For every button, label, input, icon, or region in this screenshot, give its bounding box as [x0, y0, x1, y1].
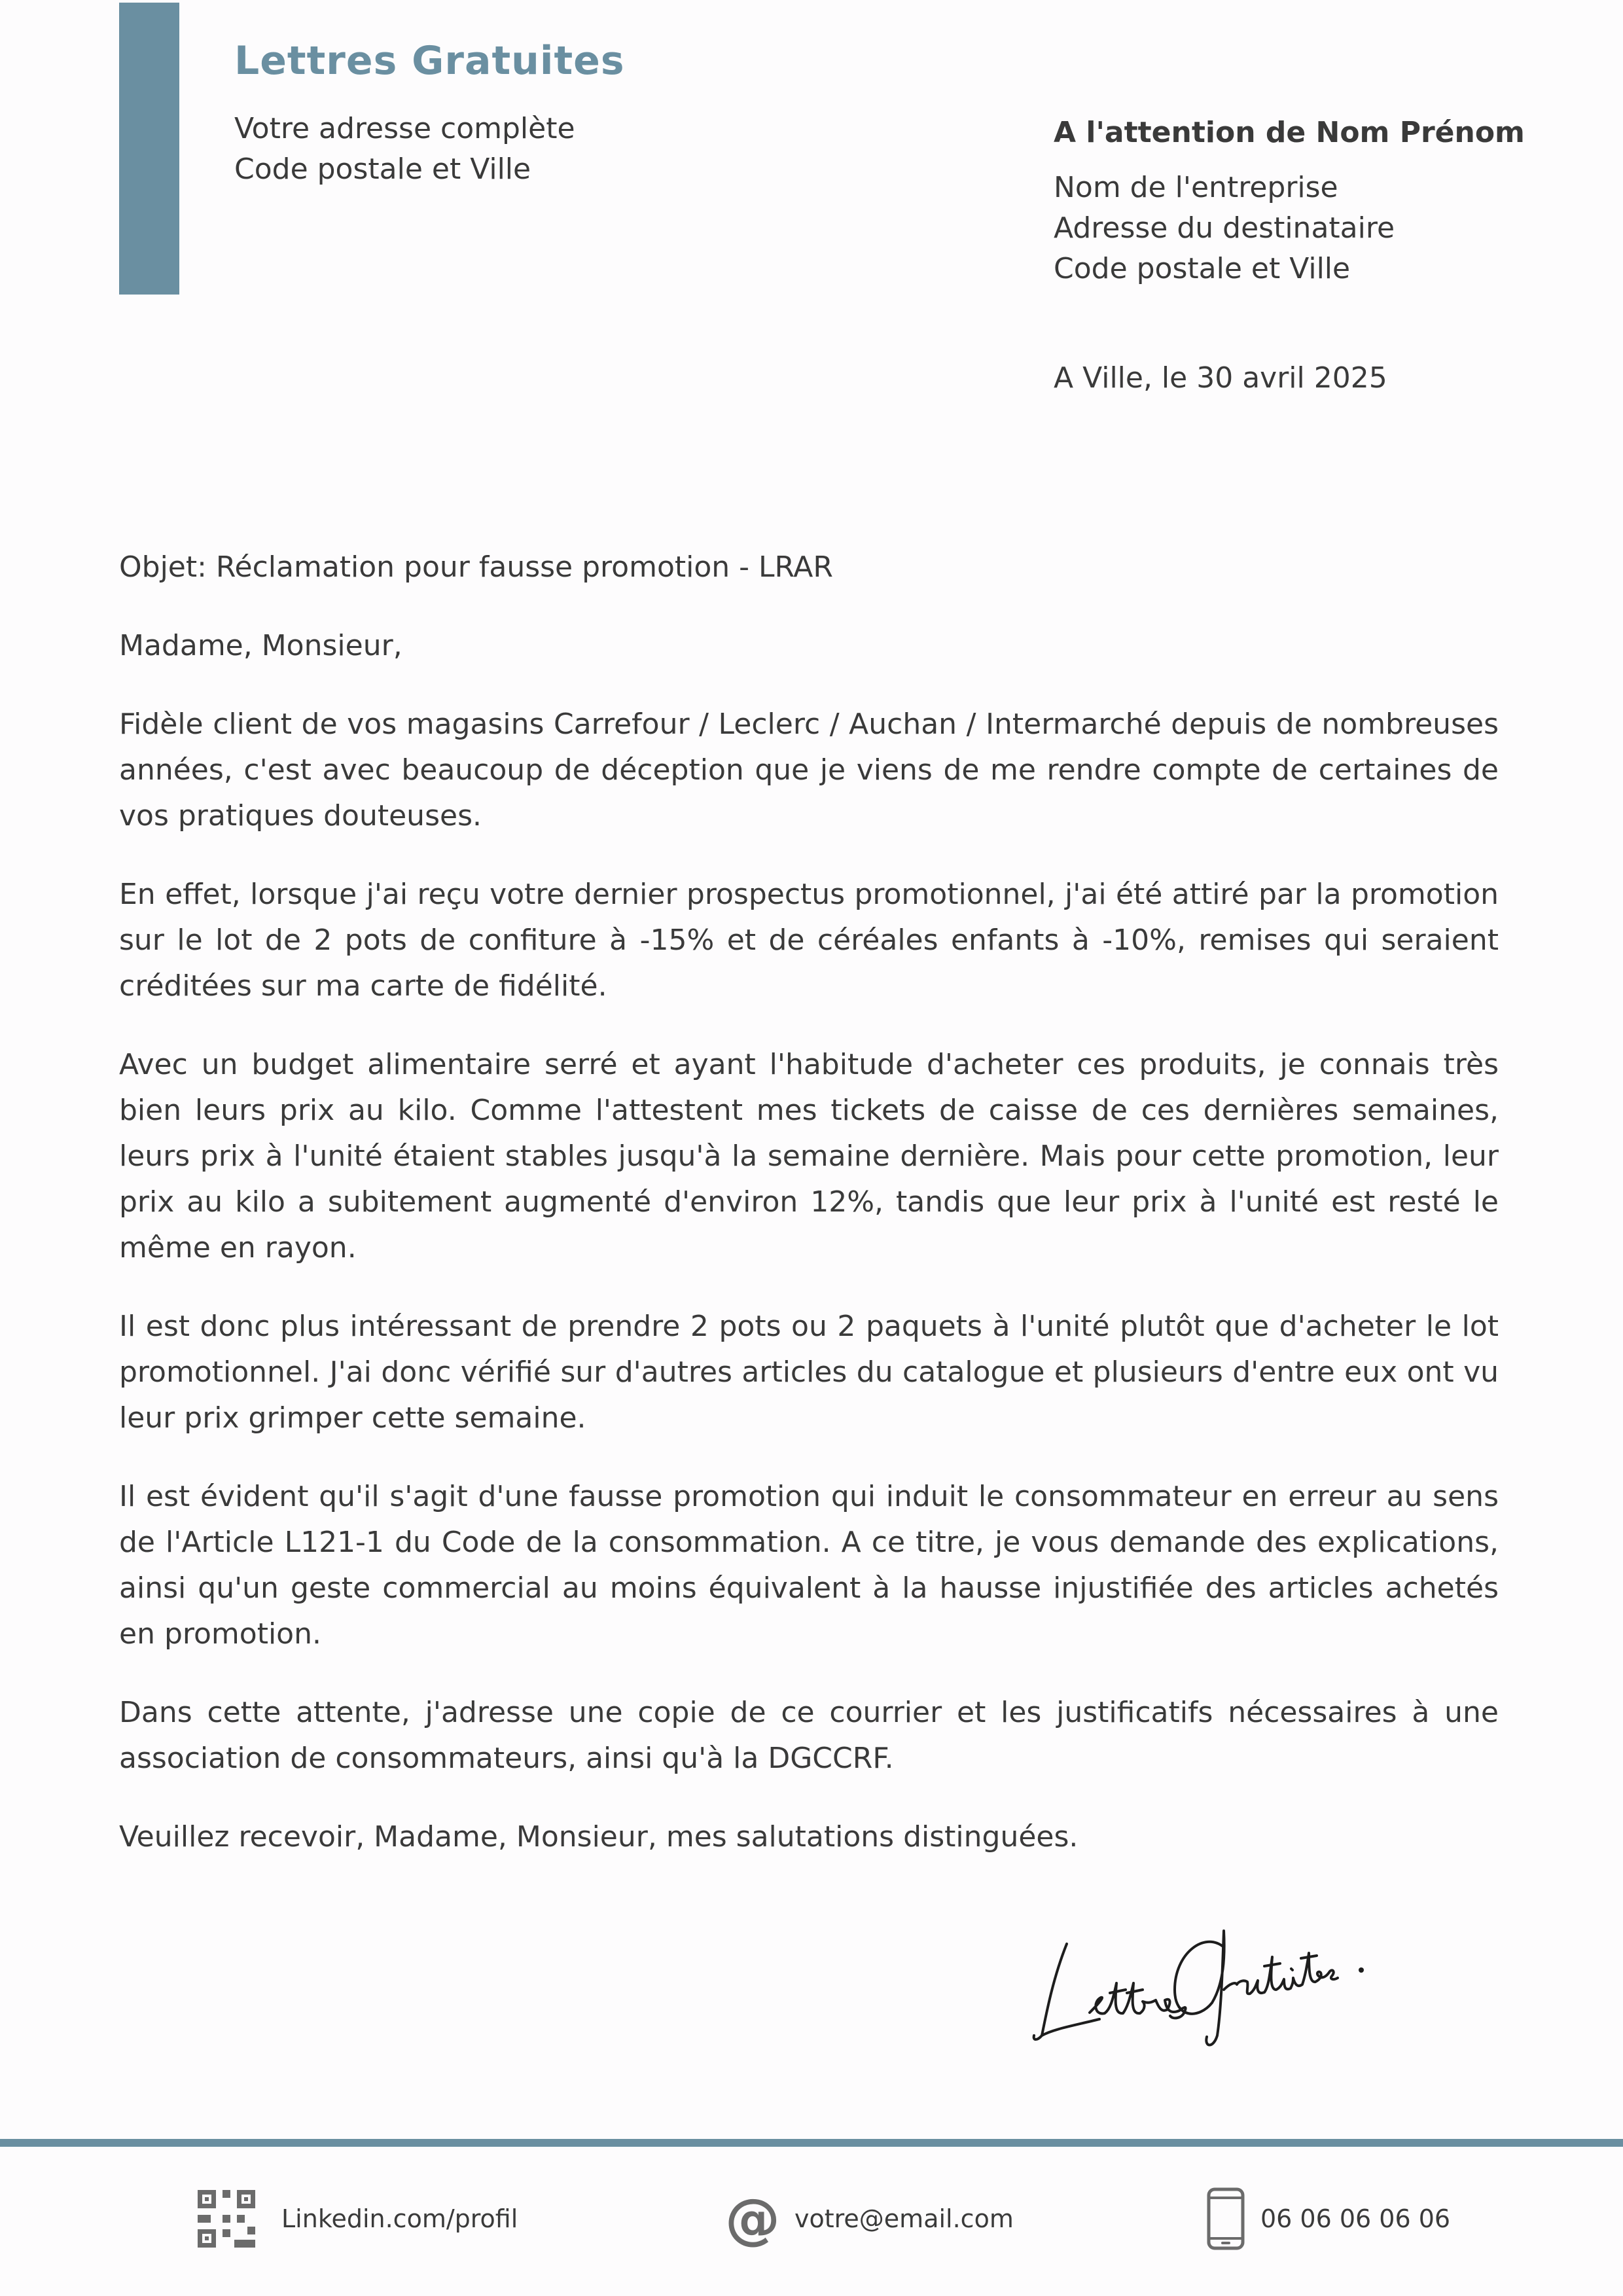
letter-paragraph: Il est évident qu'il s'agit d'une fausse promotion qui induit le consommateur en erreur au sens de l'Article L121-1 du Code de la consommation. A ce titre, je vous demande des explications, ainsi qu'un geste commercial au moins équivalent à la hausse injustifiée des articles achetés en promotion.	[119, 1480, 1499, 1651]
letter-paragraph: En effet, lorsque j'ai reçu votre dernier prospectus promotionnel, j'ai été attiré par la promotion sur le lot de 2 pots de confiture à -15% et de céréales enfants à -10%, remises qui seraient créditées sur ma carte de fidélité.	[119, 878, 1499, 1003]
recipient-city: Code postale et Ville	[1054, 252, 1351, 285]
email-address: votre@email.com	[794, 2204, 1014, 2233]
sender-name: Lettres Gratuites	[234, 38, 625, 84]
at-sign-icon: @	[725, 2187, 780, 2251]
letter-body	[119, 545, 1499, 1893]
sender-address	[234, 109, 575, 190]
sender-address-line1: Votre adresse complète	[234, 112, 575, 145]
letter-closing: Veuillez recevoir, Madame, Monsieur, mes salutations distinguées.	[119, 1820, 1079, 1854]
recipient-address: Adresse du destinataire	[1054, 211, 1395, 245]
recipient-company: Nom de l'entreprise	[1054, 171, 1338, 204]
phone-number: 06 06 06 06 06	[1260, 2204, 1451, 2233]
letter-object: Objet: Réclamation pour fausse promotion - LRAR	[119, 550, 833, 584]
footer-divider	[0, 2139, 1623, 2147]
header-accent-bar	[119, 3, 179, 295]
footer-phone[interactable]	[1207, 2186, 1450, 2251]
handwritten-signature	[1027, 1885, 1420, 2055]
mobile-phone-icon	[1207, 2187, 1245, 2250]
footer-linkedin[interactable]	[196, 2186, 518, 2251]
recipient-block	[1054, 113, 1525, 289]
linkedin-url: Linkedin.com/profil	[281, 2204, 518, 2233]
letter-paragraph: Fidèle client de vos magasins Carrefour / Leclerc / Auchan / Intermarché depuis de nombreuses années, c'est avec beaucoup de déception que je viens de me rendre compte de certaines de vos pratiques douteuses.	[119, 708, 1499, 833]
letter-salutation: Madame, Monsieur,	[119, 629, 402, 662]
footer-email[interactable]	[725, 2186, 1014, 2251]
letter-paragraph: Dans cette attente, j'adresse une copie de ce courrier et les justificatifs nécessaires à une association de consommateurs, ainsi qu'à la DGCCRF.	[119, 1696, 1499, 1775]
letter-date: A Ville, le 30 avril 2025	[1054, 361, 1387, 395]
letter-paragraph: Avec un budget alimentaire serré et ayant l'habitude d'acheter ces produits, je connais très bien leurs prix au kilo. Comme l'attestent mes tickets de caisse de ces dernières semaines, leurs prix à l'unité étaient stables jusqu'à la semaine dernière. Mais pour cette promotion, leur prix au kilo a subitement augmenté d'environ 12%, tandis que leur prix à l'unité est resté le même en rayon.	[119, 1048, 1499, 1265]
letter-paragraph: Il est donc plus intéressant de prendre 2 pots ou 2 paquets à l'unité plutôt que d'acheter le lot promotionnel. J'ai donc vérifié sur d'autres articles du catalogue et plusieurs d'entre eux ont vu leur prix grimper cette semaine.	[119, 1310, 1499, 1435]
recipient-attention: A l'attention de Nom Prénom	[1054, 116, 1525, 149]
qr-code-icon	[196, 2189, 257, 2249]
sender-address-line2: Code postale et Ville	[234, 152, 531, 186]
